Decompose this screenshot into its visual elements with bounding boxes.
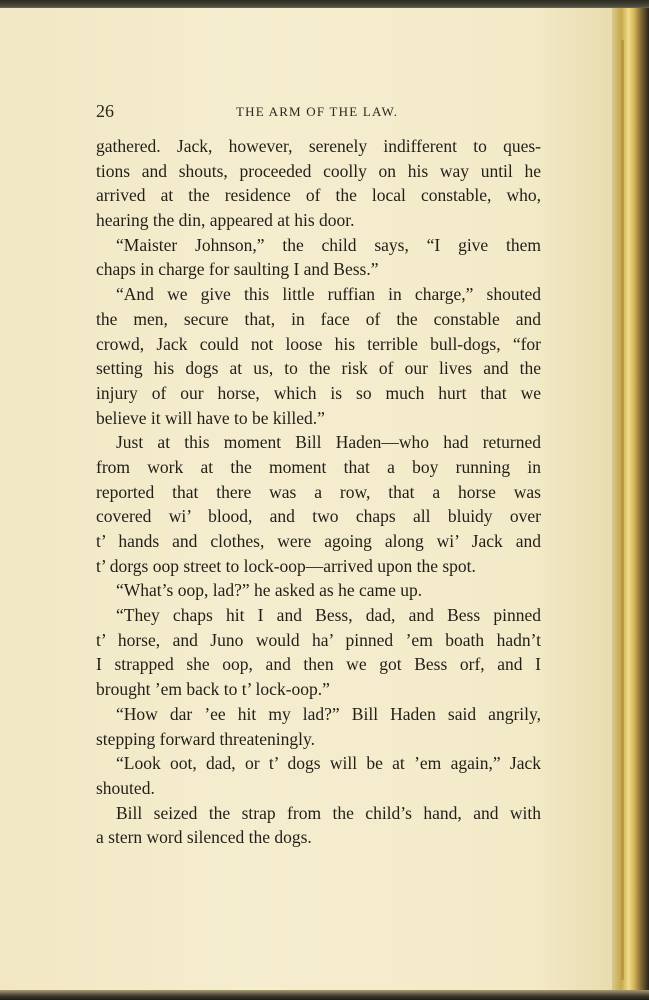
text-line: “And we give this little ruffian in charge,” shouted — [116, 284, 541, 305]
running-head: THE ARM OF THE LAW. — [236, 104, 399, 119]
text-line: Just at this moment Bill Haden—who had returned — [116, 432, 541, 453]
text-line: stepping forward threateningly. — [96, 728, 316, 749]
text-line: injury of our horse, which is so much hurt that we — [96, 382, 541, 403]
text-line: “Maister Johnson,” the child says, “I give them — [116, 234, 541, 255]
page-number: 26 — [96, 101, 114, 121]
text-line: from work at the moment that a boy running in — [96, 456, 541, 477]
text-line: gathered. Jack, however, serenely indifferent to ques- — [96, 136, 541, 156]
text-line: crowd, Jack could not loose his terrible bull-dogs, “for — [96, 333, 541, 354]
text-line: “Look oot, dad, or t’ dogs will be at ’em again,” Jack — [116, 753, 541, 774]
text-line: t’ dorgs oop street to lock-oop—arrived upon the spot. — [96, 555, 476, 576]
text-line: t’ horse, and Juno would ha’ pinned ’em boath hadn’t — [96, 629, 541, 650]
text-line: setting his dogs at us, to the risk of our lives and the — [96, 358, 541, 379]
page-header — [96, 101, 541, 124]
text-line: a stern word silenced the dogs. — [96, 827, 312, 848]
text-line: t’ hands and clothes, were agoing along wi’ Jack and — [96, 531, 541, 551]
text-line: reported that there was a row, that a horse was — [96, 481, 541, 502]
text-line: covered wi’ blood, and two chaps all bluidy over — [96, 506, 541, 527]
book-binding-gutter — [612, 8, 649, 1000]
text-line: “What’s oop, lad?” he asked as he came up. — [116, 580, 423, 601]
gutter-crease — [621, 40, 624, 980]
text-line: I strapped she oop, and then we got Bess orf, and I — [96, 654, 541, 675]
text-line: chaps in charge for saulting I and Bess.” — [96, 259, 379, 280]
text-line: shouted. — [96, 777, 155, 798]
text-line: arrived at the residence of the local constable, who, — [96, 185, 541, 206]
text-line: Bill seized the strap from the child’s hand, and with — [116, 802, 541, 823]
page-bottom-edge — [0, 990, 649, 1000]
text-line: the men, secure that, in face of the constable and — [96, 308, 541, 329]
text-line: brought ’em back to t’ lock-oop.” — [96, 679, 330, 700]
text-line: hearing the din, appeared at his door. — [96, 210, 355, 231]
text-line: “They chaps hit I and Bess, dad, and Bess pinned — [116, 605, 541, 626]
body-text — [96, 134, 541, 850]
text-line: believe it will have to be killed.” — [96, 407, 325, 428]
text-line: “How dar ’ee hit my lad?” Bill Haden said angrily, — [116, 703, 541, 724]
text-line: tions and shouts, proceeded coolly on his way until he — [96, 160, 541, 181]
